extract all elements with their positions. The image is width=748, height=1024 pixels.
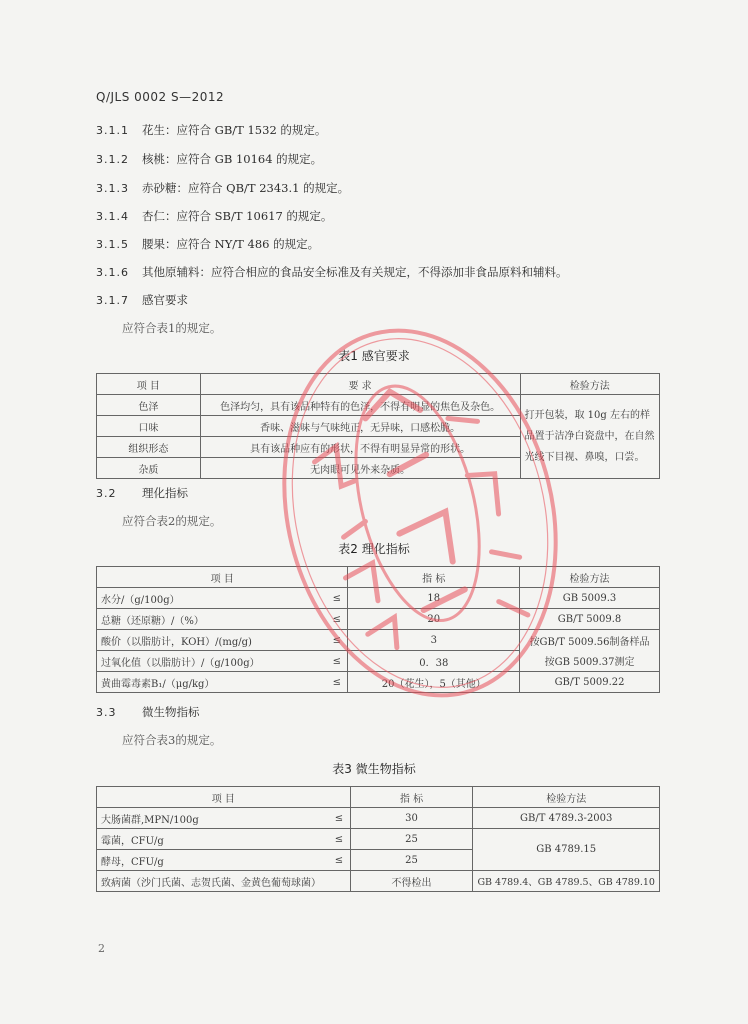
value-cell: 3 [348, 630, 520, 651]
table-row [97, 651, 660, 672]
header-cell: 要 求 [200, 374, 520, 395]
item-cell: 总糖（还原糖）/（%） [97, 609, 327, 630]
page-number: 2 [98, 942, 105, 955]
sensory-intro: 应符合表1的规定。 [122, 321, 222, 335]
requirement-cell: 色泽均匀，具有该品种特有的色泽，不得有明显的焦色及杂色。 [200, 395, 520, 416]
operator-cell: ≤ [326, 651, 348, 672]
value-cell: 不得检出 [350, 871, 473, 892]
section-title: 理化指标 [142, 486, 188, 500]
value-cell: 20 [348, 609, 520, 630]
method-cell: GB 5009.3 [520, 588, 660, 609]
method-cell: 按GB/T 5009.56制备样品 [520, 630, 660, 651]
clause-number: 3.1.1 [96, 124, 129, 137]
clause-3-1-5 [96, 236, 319, 252]
method-cell: GB 4789.4、GB 4789.5、GB 4789.10 [473, 871, 660, 892]
table-row [97, 871, 660, 892]
method-cell: 打开包装，取 10g 左右的样品置于洁净白瓷盘中，在自然光线下目视、鼻嗅，口尝。 [520, 395, 660, 479]
clause-3-1-1 [96, 122, 326, 138]
item-cell: 过氧化值（以脂肪计）/（g/100g） [97, 651, 327, 672]
table-row [97, 808, 660, 829]
clause-number: 3.1.5 [96, 238, 129, 251]
method-cell: GB 4789.15 [473, 829, 660, 871]
table3-caption: 表3 微生物指标 [332, 762, 416, 776]
table-row [97, 609, 660, 630]
clause-number: 3.1.3 [96, 182, 129, 195]
clause-number: 3.1.6 [96, 266, 129, 279]
item-cell: 水分/（g/100g） [97, 588, 327, 609]
clause-number: 3.1.7 [96, 294, 129, 307]
section-number: 3.2 [96, 487, 117, 500]
requirement-cell: 无肉眼可见外来杂质。 [200, 458, 520, 479]
clause-3-1-7 [96, 292, 188, 308]
table-header-row [97, 567, 660, 588]
item-cell: 杂质 [97, 458, 201, 479]
clause-text: 腰果：应符合 NY/T 486 的规定。 [142, 237, 320, 251]
clause-3-1-6 [96, 264, 568, 280]
micro-intro: 应符合表3的规定。 [122, 733, 222, 747]
header-cell: 项 目 [97, 567, 348, 588]
operator-cell: ≤ [326, 588, 348, 609]
item-cell: 致病菌（沙门氏菌、志贺氏菌、金黄色葡萄球菌） [97, 871, 329, 892]
requirement-cell: 香味、滋味与气味纯正，无异味，口感松脆。 [200, 416, 520, 437]
clause-3-1-3 [96, 180, 349, 196]
operator-cell: ≤ [328, 829, 350, 850]
table-row [97, 588, 660, 609]
clause-text: 核桃：应符合 GB 10164 的规定。 [142, 152, 323, 166]
clause-text: 感官要求 [142, 293, 188, 307]
operator-cell: ≤ [326, 672, 348, 693]
table2-caption: 表2 理化指标 [338, 542, 410, 556]
value-cell: 30 [350, 808, 473, 829]
table-row [97, 395, 660, 416]
method-cell: 按GB 5009.37测定 [520, 651, 660, 672]
header-cell: 指 标 [350, 787, 473, 808]
header-cell: 项 目 [97, 787, 351, 808]
value-cell: 18 [348, 588, 520, 609]
clause-number: 3.1.4 [96, 210, 129, 223]
item-cell: 色泽 [97, 395, 201, 416]
table-header-row [97, 374, 660, 395]
clause-text: 杏仁：应符合 SB/T 10617 的规定。 [142, 209, 333, 223]
item-cell: 黄曲霉毒素B₁/（μg/kg） [97, 672, 327, 693]
section-3-3-heading [96, 704, 200, 720]
table1-caption: 表1 感官要求 [338, 349, 410, 363]
operator-cell [328, 871, 350, 892]
header-cell: 检验方法 [520, 374, 660, 395]
section-number: 3.3 [96, 706, 117, 719]
value-cell: 0．38 [348, 651, 520, 672]
clause-3-1-2 [96, 151, 322, 167]
method-cell: GB/T 4789.3-2003 [473, 808, 660, 829]
section-title: 微生物指标 [142, 705, 200, 719]
table-header-row [97, 787, 660, 808]
standard-number: Q/JLS 0002 S—2012 [96, 90, 225, 104]
header-cell: 检验方法 [520, 567, 660, 588]
value-cell: 25 [350, 850, 473, 871]
header-cell: 项 目 [97, 374, 201, 395]
item-cell: 组织形态 [97, 437, 201, 458]
header-cell: 指 标 [348, 567, 520, 588]
sensory-table [96, 373, 660, 479]
operator-cell: ≤ [326, 609, 348, 630]
item-cell: 酸价（以脂肪计，KOH）/(mg/g) [97, 630, 327, 651]
micro-table [96, 786, 660, 892]
item-cell: 大肠菌群,MPN/100g [97, 808, 329, 829]
item-cell: 口味 [97, 416, 201, 437]
header-cell: 检验方法 [473, 787, 660, 808]
table-row [97, 672, 660, 693]
clause-text: 其他原辅料：应符合相应的食品安全标准及有关规定，不得添加非食品原料和辅料。 [142, 265, 568, 279]
requirement-cell: 具有该品种应有的形状，不得有明显异常的形状。 [200, 437, 520, 458]
operator-cell: ≤ [328, 850, 350, 871]
physchem-table [96, 566, 660, 693]
method-cell: GB/T 5009.22 [520, 672, 660, 693]
clause-number: 3.1.2 [96, 153, 129, 166]
operator-cell: ≤ [326, 630, 348, 651]
clause-text: 赤砂糖：应符合 QB/T 2343.1 的规定。 [142, 181, 350, 195]
method-cell: GB/T 5009.8 [520, 609, 660, 630]
item-cell: 酵母，CFU/g [97, 850, 329, 871]
value-cell: 20（花生），5（其他） [348, 672, 520, 693]
item-cell: 霉菌，CFU/g [97, 829, 329, 850]
value-cell: 25 [350, 829, 473, 850]
section-3-2-heading [96, 485, 188, 501]
table-row [97, 630, 660, 651]
physchem-intro: 应符合表2的规定。 [122, 514, 222, 528]
operator-cell: ≤ [328, 808, 350, 829]
clause-3-1-4 [96, 208, 332, 224]
clause-text: 花生：应符合 GB/T 1532 的规定。 [142, 123, 327, 137]
table-row [97, 829, 660, 850]
